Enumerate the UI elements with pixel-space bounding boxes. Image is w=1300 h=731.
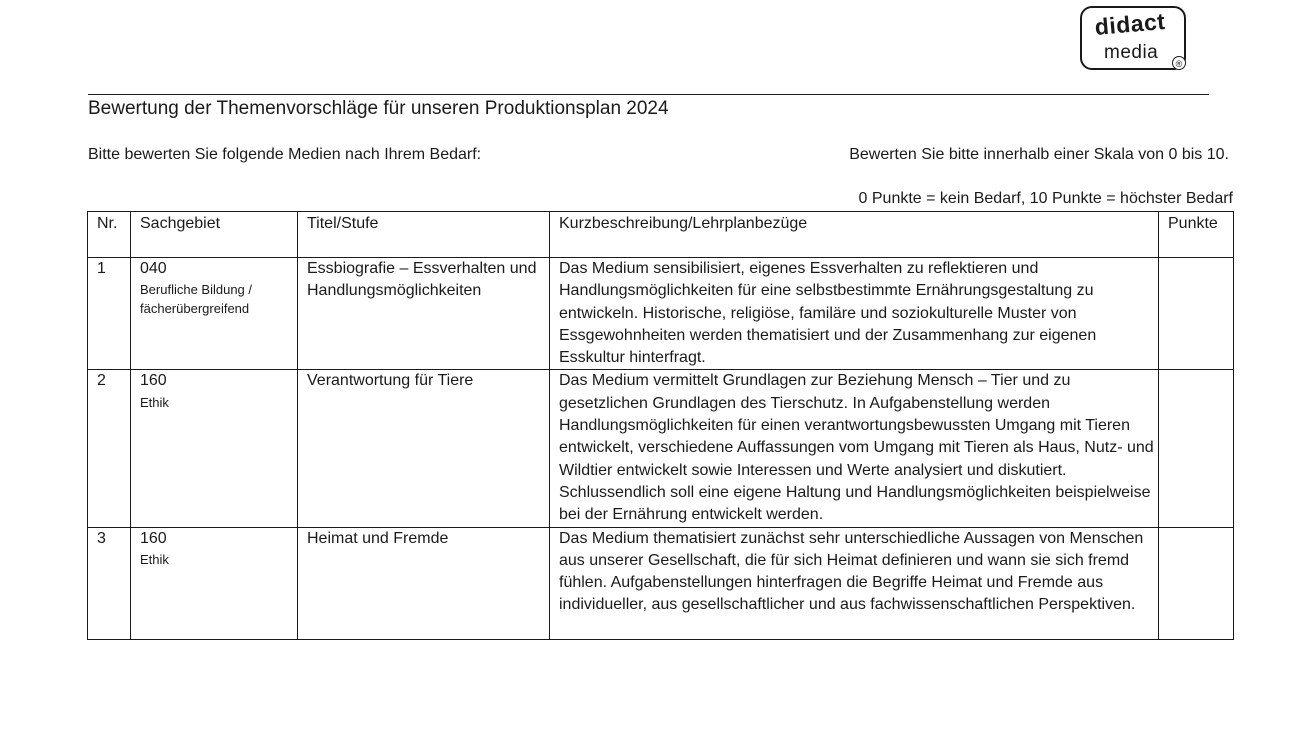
row-punkte-input[interactable] <box>1159 258 1234 370</box>
header-nr: Nr. <box>88 212 131 258</box>
row-punkte-input[interactable] <box>1159 527 1234 639</box>
header-titel: Titel/Stufe <box>298 212 550 258</box>
didact-media-logo <box>1080 6 1186 70</box>
sachgebiet-name: Ethik <box>140 394 169 410</box>
row-titel: Verantwortung für Tiere <box>298 370 550 527</box>
header-punkte: Punkte <box>1159 212 1234 258</box>
row-sachgebiet <box>131 370 298 527</box>
registered-mark: ® <box>1172 56 1186 70</box>
row-sachgebiet <box>131 527 298 639</box>
row-nr: 1 <box>88 258 131 370</box>
row-beschreibung: Das Medium thematisiert zunächst sehr unterschiedliche Aussagen von Menschen aus unserer Gesellschaft, die für sich Heimat definieren und wann sie sich fremd fühlen. Aufgabenstellungen hinterfragen die Begriffe Heimat und Fremde aus individueller, aus gesellschaftlicher und aus fachwissenschaftlichen Perspektiven. <box>550 527 1159 639</box>
sachgebiet-code: 160 <box>140 529 167 547</box>
row-titel: Heimat und Fremde <box>298 527 550 639</box>
table-row <box>88 370 1234 527</box>
sachgebiet-code: 040 <box>140 260 167 277</box>
row-beschreibung: Das Medium vermittelt Grundlagen zur Beziehung Mensch – Tier und zu gesetzlichen Grundlagen des Tierschutz. In Aufgabenstellung werden Handlungsmöglichkeiten für einen verantwortungsbewussten Umgang mit Tieren entwickelt, verschiedene Auffassungen vom Umgang mit Tieren als Haus, Nutz- und Wildtier entwickelt sowie Interessen und Werte analysiert und diskutiert. Schlussendlich soll eine eigene Haltung und Handlungsmöglichkeiten beispielweise bei der Ernährung entwickelt werden. <box>550 370 1159 527</box>
logo-line-2: media <box>1104 42 1159 63</box>
sachgebiet-name: Ethik <box>140 551 169 567</box>
row-titel: Essbiografie – Essverhalten und Handlungsmöglichkeiten <box>298 258 550 370</box>
sachgebiet-code: 160 <box>140 372 167 390</box>
row-punkte-input[interactable] <box>1159 370 1234 527</box>
scale-legend: 0 Punkte = kein Bedarf, 10 Punkte = höchster Bedarf <box>858 190 1233 207</box>
row-beschreibung: Das Medium sensibilisiert, eigenes Essverhalten zu reflektieren und Handlungsmöglichkeiten für eine selbstbestimmte Ernährungsgestaltung zu entwickeln. Historische, religiöse, familäre und soziokulturelle Muster von Essgewohnheiten werden thematisiert und der Zusammenhang zur eigenen Esskultur hinterfragt. <box>550 258 1159 370</box>
row-sachgebiet <box>131 258 298 370</box>
row-nr: 3 <box>88 527 131 639</box>
page-title: Bewertung der Themenvorschläge für unseren Produktionsplan 2024 <box>88 98 669 119</box>
header-sachgebiet: Sachgebiet <box>131 212 298 258</box>
table-header-row <box>88 212 1234 258</box>
table-row <box>88 527 1234 639</box>
intro-text: Bitte bewerten Sie folgende Medien nach Ihrem Bedarf: <box>88 146 482 163</box>
rating-table <box>87 211 1234 640</box>
row-nr: 2 <box>88 370 131 527</box>
scale-instruction: Bewerten Sie bitte innerhalb einer Skala von 0 bis 10. <box>849 146 1229 163</box>
header-beschreibung: Kurzbeschreibung/Lehrplanbezüge <box>550 212 1159 258</box>
header-divider <box>88 94 1209 95</box>
logo-line-1: didact <box>1093 7 1167 41</box>
sachgebiet-name: Berufliche Bildung / fächerübergreifend <box>140 282 253 317</box>
table-row <box>88 258 1234 370</box>
